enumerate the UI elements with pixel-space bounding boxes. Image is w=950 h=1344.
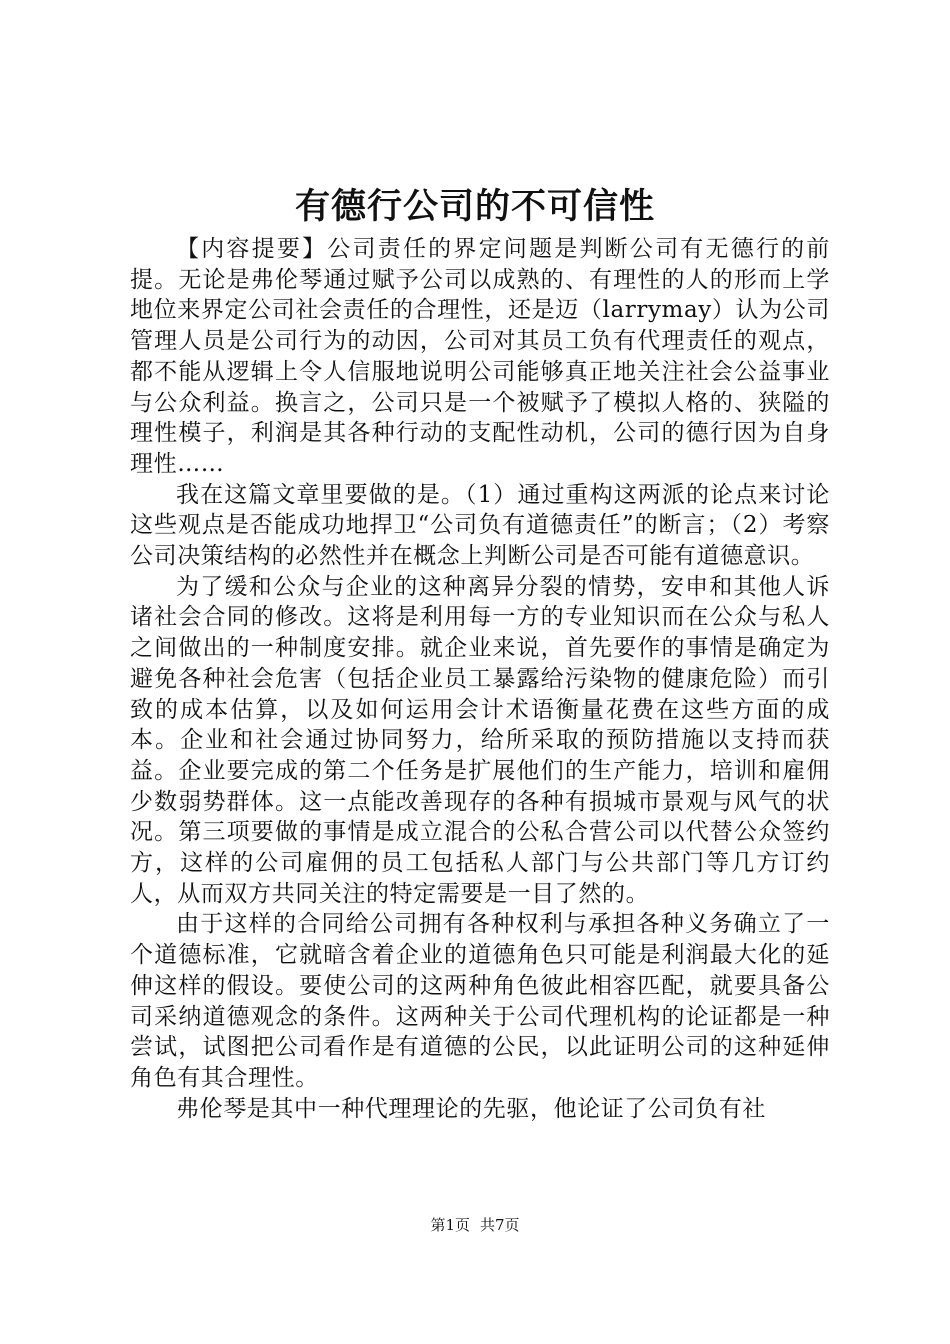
paragraph-purpose: 我在这篇文章里要做的是。（1）通过重构这两派的论点来讨论这些观点是否能成功地捍卫“公司负有道德责任”的断言；（2）考察公司决策结构的必然性并在概念上判断公司是否可能有道德意识。 [130,481,830,570]
page-total: 共7页 [480,1216,520,1234]
document-body [130,234,830,1124]
paragraph-abstract: 【内容提要】公司责任的界定问题是判断公司有无德行的前提。无论是弗伦琴通过赋予公司以成熟的、有理性的人的形而上学地位来界定公司社会责任的合理性，还是迈（larrymay）认为公司管理人员是公司行为的动因，公司对其员工负有代理责任的观点，都不能从逻辑上令人信服地说明公司能够真正地关注社会公益事业与公众利益。换言之，公司只是一个被赋予了模拟人格的、狭隘的理性模子，利润是其各种行动的支配性动机，公司的德行因为自身理性…… [130,236,830,477]
paragraph-social-contract: 为了缓和公众与企业的这种离异分裂的情势，安申和其他人诉诸社会合同的修改。这将是利用每一方的专业知识而在公众与私人之间做出的一种制度安排。就企业来说，首先要作的事情是确定为避免各种社会危害（包括企业员工暴露给污染物的健康危险）而引致的成本估算，以及如何运用会计术语衡量花费在这些方面的成本。企业和社会通过协同努力，给所采取的预防措施以支持而获益。企业要完成的第二个任务是扩展他们的生产能力，培训和雇佣少数弱势群体。这一点能改善现存的各种有损城市景观与风气的状况。第三项要做的事情是成立混合的公私合营公司以代替公众签约方，这样的公司雇佣的员工包括私人部门与公共部门等几方订约人，从而双方共同关注的特定需要是一目了然的。 [130,573,830,907]
paragraph-french-theory: 弗伦琴是其中一种代理理论的先驱，他论证了公司负有社 [176,1095,766,1122]
document-title: 有德行公司的不可信性 [294,187,655,227]
paragraph-moral-standard: 由于这样的合同给公司拥有各种权利与承担各种义务确立了一个道德标准，它就暗含着企业的道德角色只可能是利润最大化的延伸这样的假设。要使公司的这两种角色彼此相容匹配，就要具备公司采纳道德观念的条件。这两种关于公司代理机构的论证都是一种尝试，试图把公司看作是有道德的公民，以此证明公司的这种延伸角色有其合理性。 [130,911,830,1091]
page-footer [0,1214,950,1236]
page-number: 第1页 [430,1216,470,1234]
